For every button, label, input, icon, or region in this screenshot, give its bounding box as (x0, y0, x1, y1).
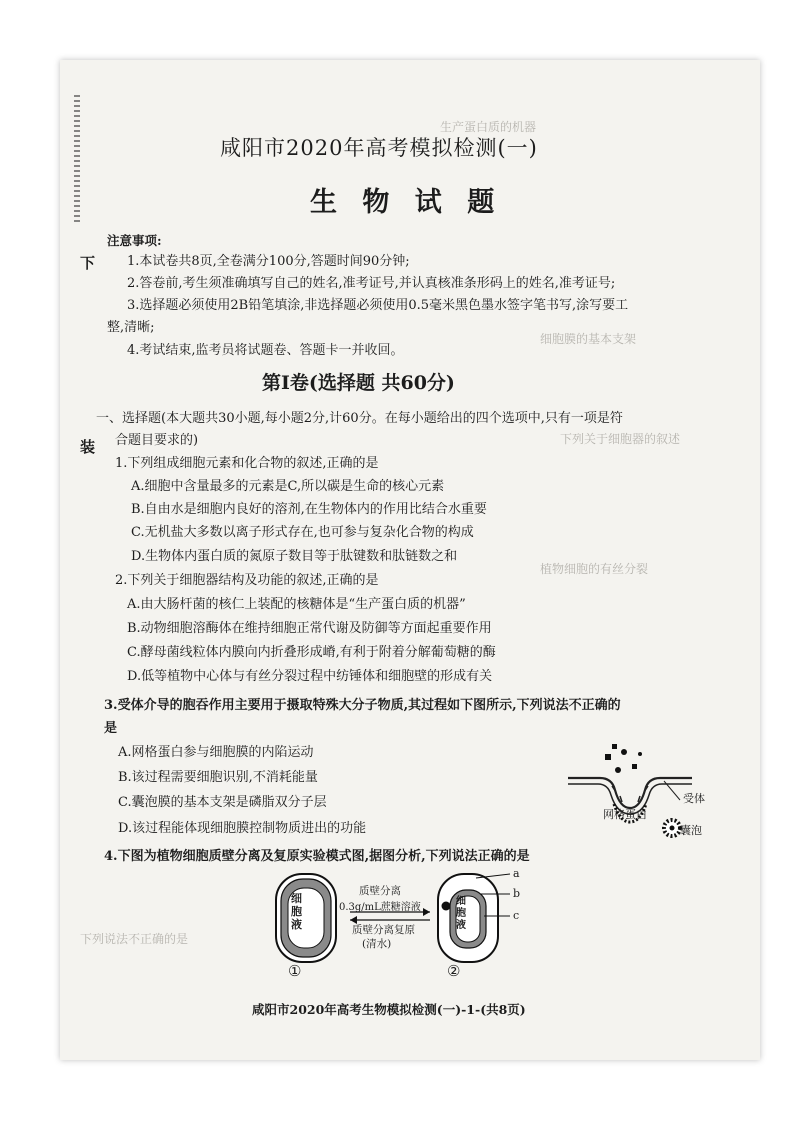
figure-number-1: ① (288, 962, 302, 980)
particle (615, 767, 621, 773)
particle (632, 764, 637, 769)
question-1-option-b: B.自由水是细胞内良好的溶剂,在生物体内的作用比结合水重要 (131, 502, 487, 517)
question-1-option-a: A.细胞中含量最多的元素是C,所以碳是生命的核心元素 (131, 479, 445, 494)
particle (605, 754, 611, 760)
section-instruction: 一、选择题(本大题共30小题,每小题2分,计60分。在每小题给出的四个选项中,只有一项是符 (96, 411, 623, 426)
section-title: 第Ⅰ卷(选择题 共60分) (262, 372, 455, 394)
question-2-option-b: B.动物细胞溶酶体在维持细胞正常代谢及防御等方面起重要作用 (127, 621, 492, 636)
page-footer: 咸阳市2020年高考生物模拟检测(一)-1-(共8页) (252, 1002, 526, 1017)
part-label-c: c (513, 909, 520, 922)
vesicle-content (670, 826, 675, 831)
question-3-option-c: C.囊泡膜的基本支架是磷脂双分子层 (118, 795, 327, 810)
figure-label-vesicle: 囊泡 (680, 824, 702, 837)
question-1-stem: 1.下列组成细胞元素和化合物的叙述,正确的是 (115, 456, 379, 471)
cell2-sap-label: 细胞液 (456, 896, 466, 931)
particle (621, 749, 627, 755)
particle (612, 744, 617, 749)
arrow-right-head (423, 908, 430, 916)
section-instruction: 合题目要求的) (115, 433, 199, 448)
binding-mark: 装 (80, 438, 96, 456)
arrow-top-label: 质壁分离 (359, 885, 401, 897)
question-2-option-a: A.由大肠杆菌的核仁上装配的核糖体是“生产蛋白质的机器” (127, 597, 466, 612)
arrow-bottom-label: (清水) (362, 938, 392, 950)
question-2-option-c: C.酵母菌线粒体内膜向内折叠形成嵴,有利于附着分解葡萄糖的酶 (127, 645, 496, 660)
part-label-b: b (513, 887, 521, 900)
arrow-top-label: 0.3g/mL蔗糖溶液 (339, 902, 421, 913)
question-1-option-c: C.无机盐大多数以离子形式存在,也可参与复杂化合物的构成 (131, 525, 474, 540)
figure-label-receptor: 受体 (683, 792, 705, 805)
notice-heading: 注意事项: (107, 233, 162, 248)
bleed-through-text: 植物细胞的有丝分裂 (540, 562, 649, 576)
question-3-option-a: A.网格蛋白参与细胞膜的内陷运动 (118, 745, 314, 760)
question-4-stem: 4.下图为植物细胞质壁分离及复原实验模式图,据图分析,下列说法正确的是 (104, 849, 530, 864)
notice-item: 整,清晰; (107, 320, 155, 335)
nucleus (442, 902, 451, 911)
figure-number-2: ② (447, 962, 461, 980)
question-2-option-d: D.低等植物中心体与有丝分裂过程中纺锤体和细胞壁的形成有关 (127, 669, 493, 684)
bleed-through-text: 生产蛋白质的机器 (440, 120, 537, 134)
exam-title: 咸阳市2020年高考模拟检测(一) (220, 136, 538, 160)
question-3-option-b: B.该过程需要细胞识别,不消耗能量 (118, 770, 318, 785)
subject-title: 生 物 试 题 (310, 187, 503, 218)
notice-item: 1.本试卷共8页,全卷满分100分,答题时间90分钟; (127, 254, 410, 269)
notice-item: 4.考试结束,监考员将试题卷、答题卡一并收回。 (127, 343, 404, 358)
arrow-bottom-label: 质壁分离复原 (352, 924, 415, 936)
question-1-option-d: D.生物体内蛋白质的氮原子数目等于肽键数和肽链数之和 (131, 549, 458, 564)
part-label-a: a (513, 867, 520, 880)
bleed-through-text: 下列说法不正确的是 (80, 932, 189, 946)
question-3-option-d: D.该过程能体现细胞膜控制物质进出的功能 (118, 821, 367, 836)
cell1-sap-label: 细胞液 (291, 892, 302, 931)
binding-mark: 下 (80, 254, 96, 272)
question-3-stem: 是 (104, 721, 118, 736)
notice-item: 3.选择题必须使用2B铅笔填涂,非选择题必须使用0.5毫米黑色墨水签字笔书写,涂写要工 (127, 298, 629, 313)
bleed-through-text: 下列关于细胞器的叙述 (560, 432, 681, 446)
notice-item: 2.答卷前,考生须准确填写自己的姓名,准考证号,并认真核准条形码上的姓名,准考证号; (127, 276, 616, 291)
particle (638, 752, 642, 756)
question-2-stem: 2.下列关于细胞器结构及功能的叙述,正确的是 (115, 573, 379, 588)
question-3-stem: 3.受体介导的胞吞作用主要用于摄取特殊大分子物质,其过程如下图所示,下列说法不正确的 (104, 698, 621, 713)
figure-label-clathrin: 网格蛋白 (603, 808, 647, 821)
cell-membrane (568, 778, 692, 808)
endocytosis-figure (560, 740, 700, 840)
binding-line (74, 95, 80, 225)
bleed-through-text: 细胞膜的基本支架 (540, 332, 637, 346)
